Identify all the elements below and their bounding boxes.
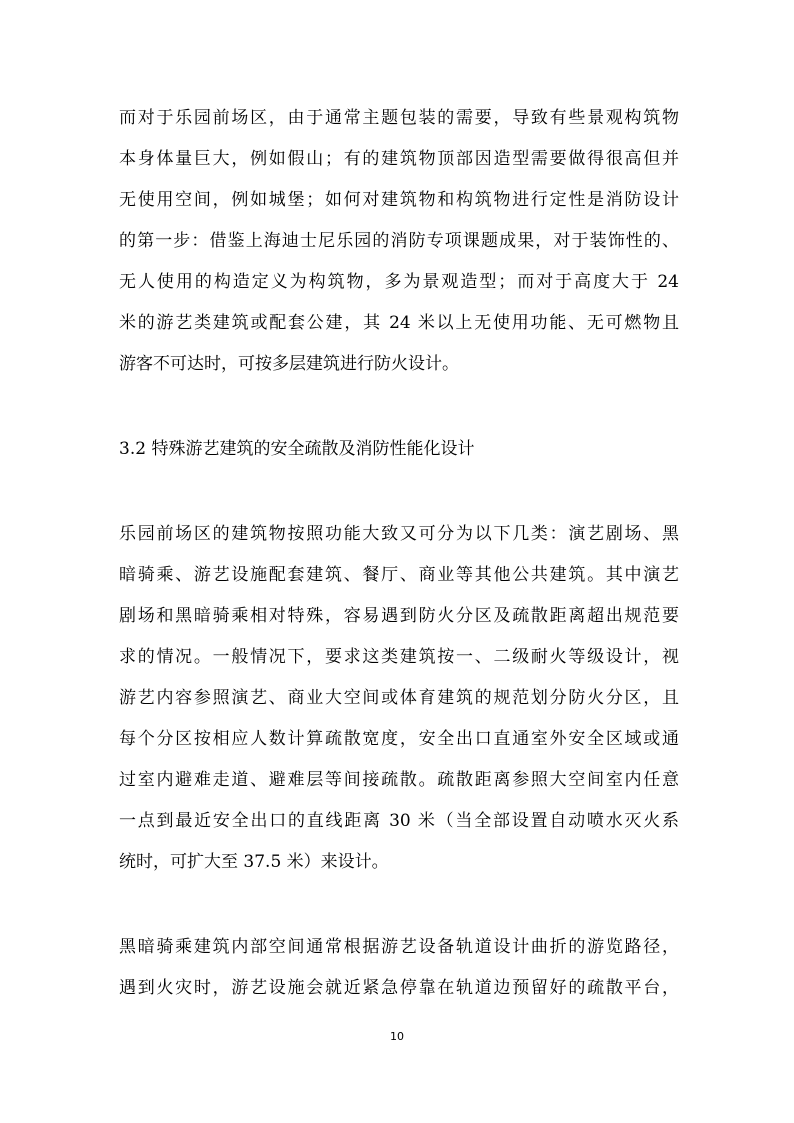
paragraph-2-line-5: 游艺内容参照演艺、商业大空间或体育建筑的规范划分防火分区，且 — [119, 688, 679, 708]
page-number: 10 — [390, 1030, 404, 1043]
paragraph-1-line-7: 游客不可达时，可按多层建筑进行防火设计。 — [119, 354, 459, 374]
paragraph-2-line-2: 暗骑乘、游艺设施配套建筑、餐厅、商业等其他公共建筑。其中演艺 — [119, 565, 679, 585]
paragraph-1-line-3: 无使用空间，例如城堡；如何对建筑物和构筑物进行定性是消防设计 — [119, 190, 679, 210]
paragraph-2-line-9: 统时，可扩大至 37.5 米）来设计。 — [119, 852, 389, 872]
paragraph-3-line-2: 遇到火灾时，游艺设施会就近紧急停靠在轨道边预留好的疏散平台， — [119, 978, 679, 998]
paragraph-2-line-8: 一点到最近安全出口的直线距离 30 米（当全部设置自动喷水灭火系 — [119, 811, 679, 831]
paragraph-1-line-4: 的第一步：借鉴上海迪士尼乐园的消防专项课题成果，对于装饰性的、 — [119, 231, 679, 251]
paragraph-2-line-3: 剧场和黑暗骑乘相对特殊，容易遇到防火分区及疏散距离超出规范要 — [119, 606, 679, 626]
paragraph-1-line-2: 本身体量巨大，例如假山；有的建筑物顶部因造型需要做得很高但并 — [119, 149, 679, 169]
paragraph-1-line-6: 米的游艺类建筑或配套公建，其 24 米以上无使用功能、无可燃物且 — [119, 313, 679, 333]
paragraph-2-line-4: 求的情况。一般情况下，要求这类建筑按一、二级耐火等级设计，视 — [119, 647, 679, 667]
paragraph-2-line-7: 过室内避难走道、避难层等间接疏散。疏散距离参照大空间室内任意 — [119, 770, 679, 790]
paragraph-2-line-6: 每个分区按相应人数计算疏散宽度，安全出口直通室外安全区域或通 — [119, 729, 679, 749]
paragraph-1-line-1: 而对于乐园前场区，由于通常主题包装的需要，导致有些景观构筑物 — [119, 108, 679, 128]
section-heading: 3.2 特殊游艺建筑的安全疏散及消防性能化设计 — [119, 439, 475, 459]
paragraph-2-line-1: 乐园前场区的建筑物按照功能大致又可分为以下几类：演艺剧场、黑 — [119, 524, 679, 544]
paragraph-3-line-1: 黑暗骑乘建筑内部空间通常根据游艺设备轨道设计曲折的游览路径， — [119, 937, 679, 957]
paragraph-1-line-5: 无人使用的构造定义为构筑物，多为景观造型；而对于高度大于 24 — [119, 272, 679, 292]
